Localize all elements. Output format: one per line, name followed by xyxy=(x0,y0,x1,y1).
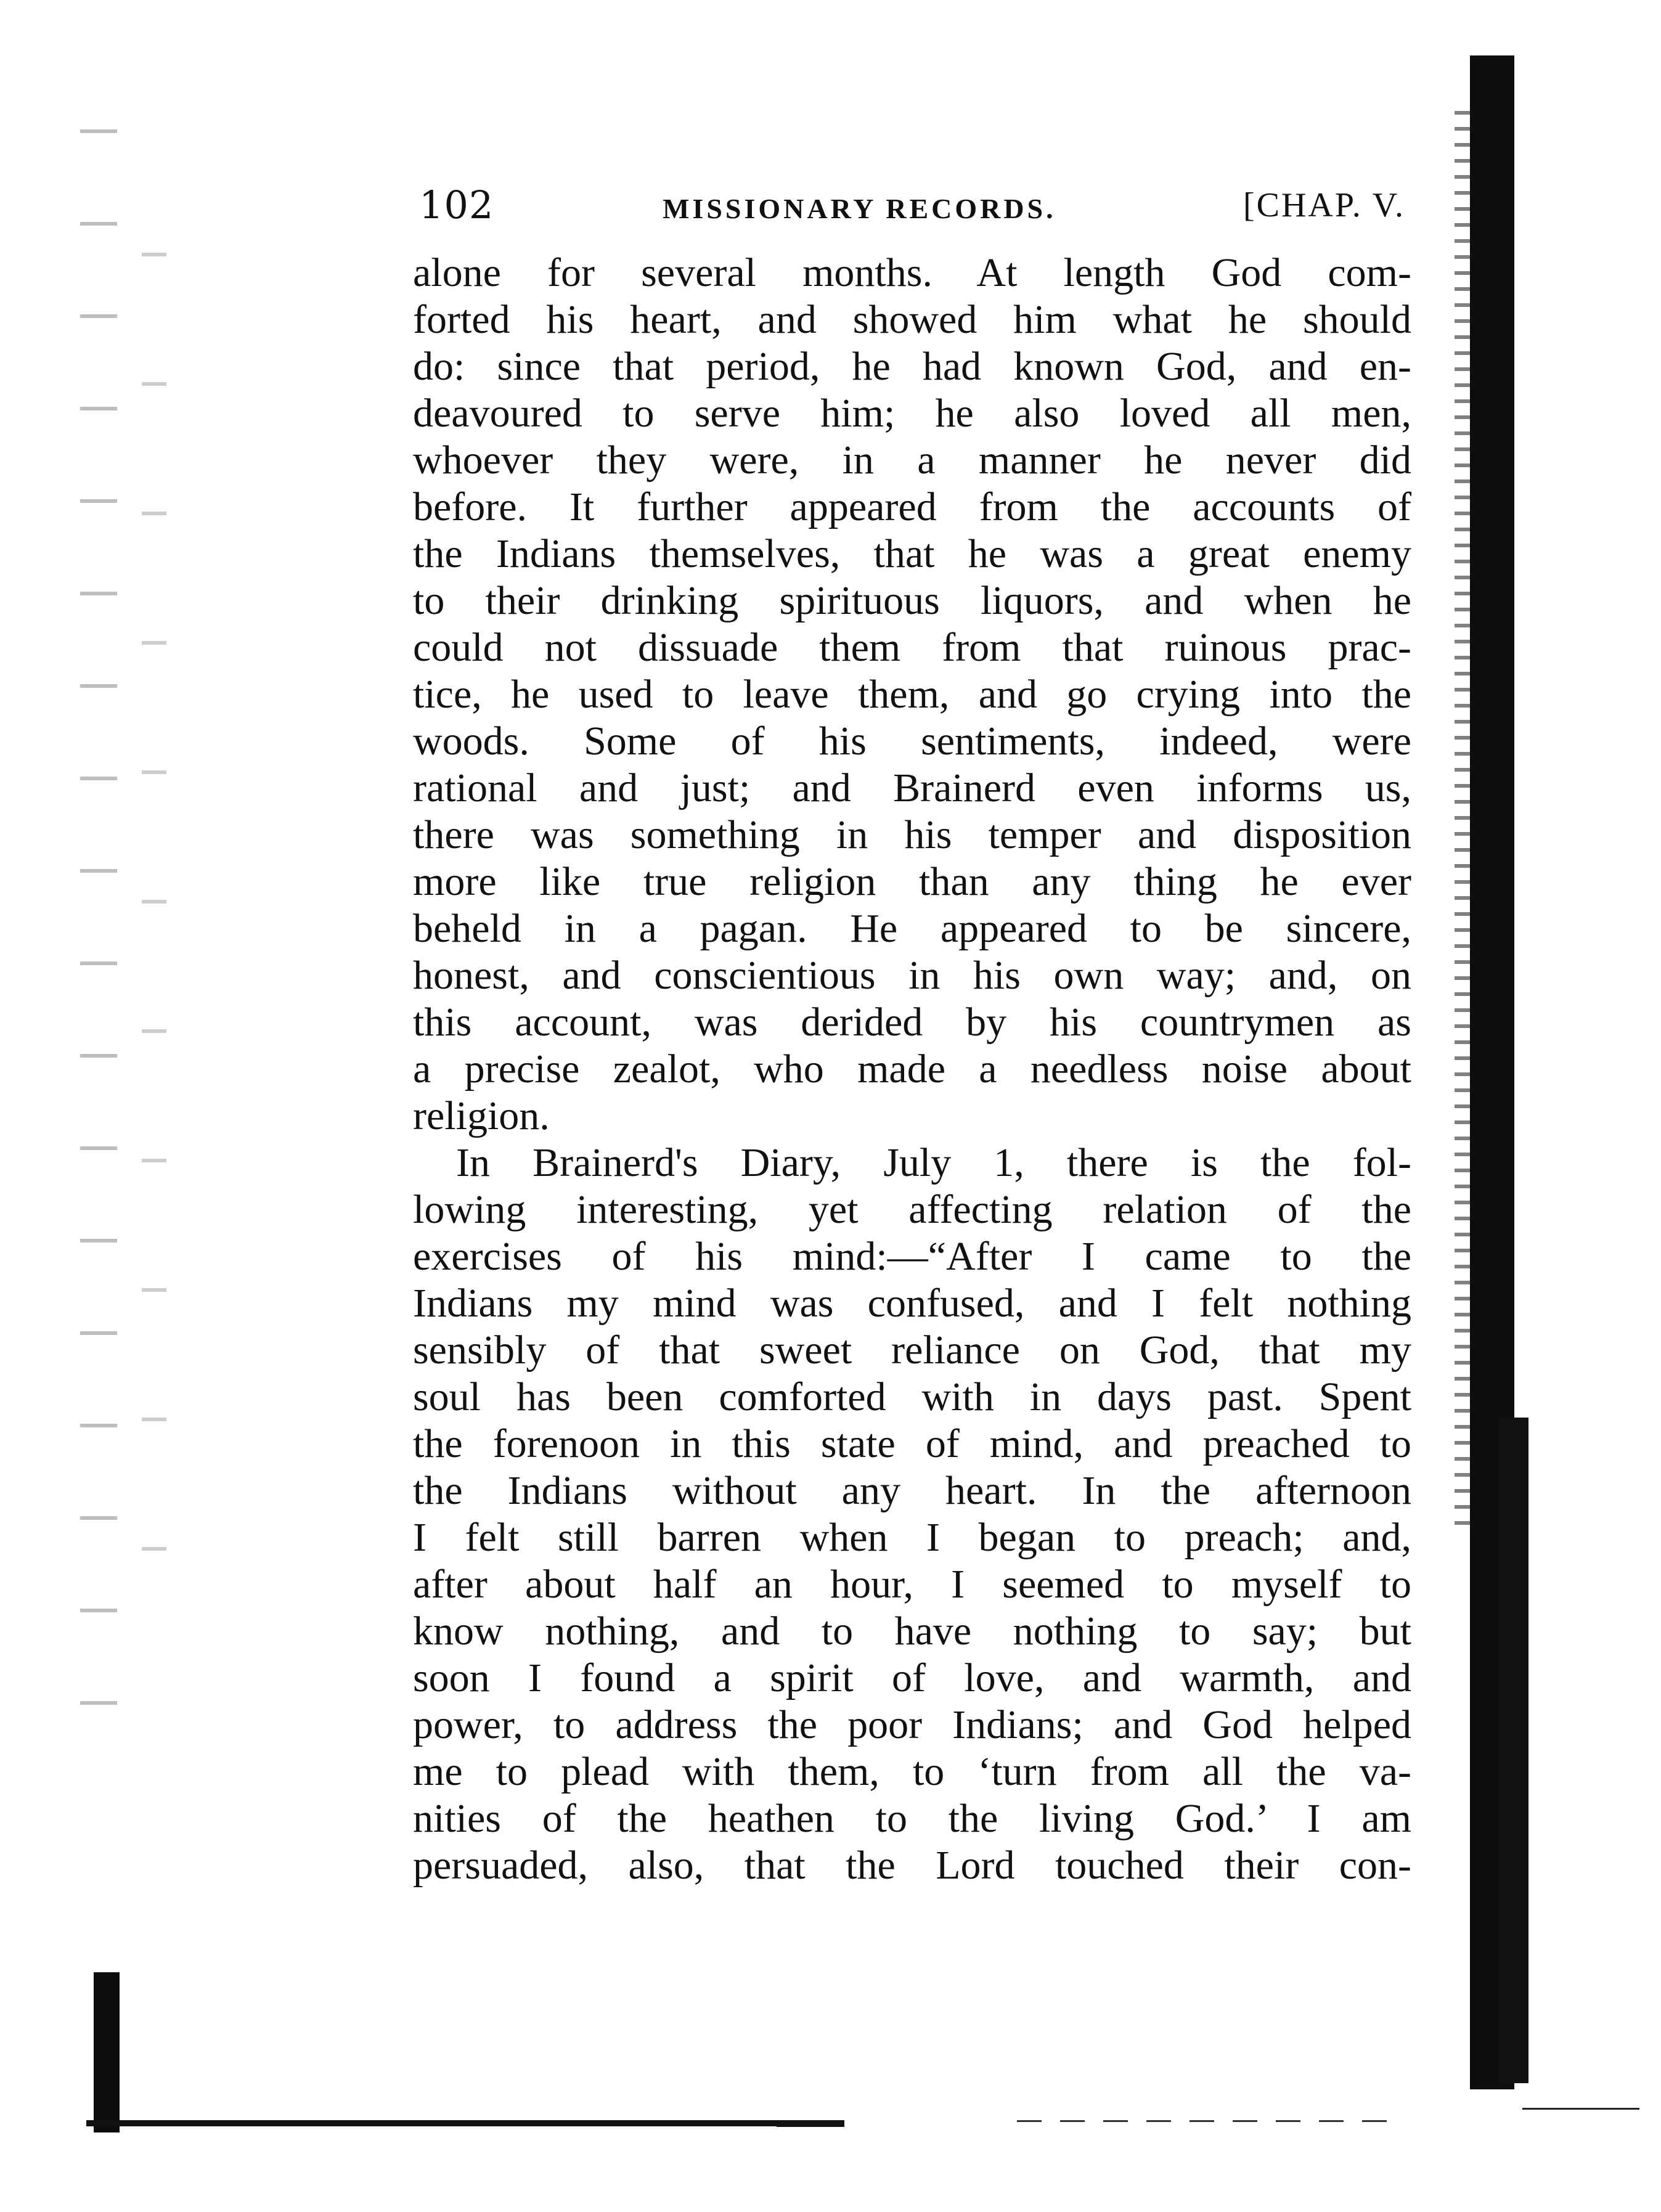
text-line: sensibly of that sweet reliance on God, that my xyxy=(413,1328,1411,1373)
left-margin-specks xyxy=(80,86,117,1750)
text-line: I felt still barren when I began to preach; and, xyxy=(413,1515,1411,1560)
text-line: to their drinking spirituous liquors, and when he xyxy=(413,578,1411,623)
text-line: there was something in his temper and disposition xyxy=(413,812,1411,857)
text-line: rational and just; and Brainerd even informs us, xyxy=(413,765,1411,810)
left-margin-specks-inner xyxy=(142,185,166,1664)
text-line: tice, he used to leave them, and go crying into the xyxy=(413,672,1411,717)
text-line: the Indians without any heart. In the afternoon xyxy=(413,1468,1411,1513)
text-line: more like true religion than any thing he ever xyxy=(413,859,1411,904)
text-line: alone for several months. At length God com- xyxy=(413,250,1411,295)
bottom-scan-dash-right xyxy=(1522,2108,1639,2110)
running-head xyxy=(419,178,1405,233)
chapter-label: [CHAP. V. xyxy=(1243,186,1405,224)
text-line: lowing interesting, yet affecting relation of the xyxy=(413,1187,1411,1232)
text-line: woods. Some of his sentiments, indeed, were xyxy=(413,719,1411,764)
paragraph-end-line: religion. xyxy=(413,1093,550,1138)
text-line: do: since that period, he had known God, and en- xyxy=(413,344,1411,389)
text-line: a precise zealot, who made a needless noise about xyxy=(413,1047,1411,1092)
text-line: Indians my mind was confused, and I felt nothing xyxy=(413,1281,1411,1326)
bottom-scan-rule xyxy=(86,2120,844,2126)
text-line: persuaded, also, that the Lord touched their con- xyxy=(413,1843,1411,1888)
text-line: nities of the heathen to the living God.’ I am xyxy=(413,1796,1411,1841)
text-line: whoever they were, in a manner he never did xyxy=(413,438,1411,483)
right-binding-shadow-lower xyxy=(1499,1418,1528,2083)
left-binding-mark xyxy=(94,1972,120,2132)
text-line: forted his heart, and showed him what he should xyxy=(413,297,1411,342)
page-number: 102 xyxy=(419,182,494,227)
text-line: before. It further appeared from the accounts of xyxy=(413,484,1411,529)
text-line: power, to address the poor Indians; and God helped xyxy=(413,1702,1411,1747)
paragraph-start-line: In Brainerd's Diary, July 1, there is the fol- xyxy=(456,1140,1411,1185)
text-line: honest, and conscientious in his own way; and, on xyxy=(413,953,1411,998)
body-text xyxy=(413,250,1411,1889)
text-line: after about half an hour, I seemed to myself to xyxy=(413,1562,1411,1607)
text-line: exercises of his mind:—“After I came to the xyxy=(413,1234,1411,1279)
bottom-scan-rule-segment xyxy=(777,2122,844,2127)
text-line: this account, was derided by his countrymen as xyxy=(413,1000,1411,1045)
running-title: MISSIONARY RECORDS. xyxy=(663,193,1056,224)
text-line: soul has been comforted with in days past. Spent xyxy=(413,1374,1411,1419)
text-line: soon I found a spirit of love, and warmth, and xyxy=(413,1655,1411,1700)
text-line: beheld in a pagan. He appeared to be sincere, xyxy=(413,906,1411,951)
text-line: deavoured to serve him; he also loved all men, xyxy=(413,391,1411,436)
bottom-scan-dashes xyxy=(1017,2120,1387,2122)
text-line: me to plead with them, to ‘turn from all the va- xyxy=(413,1749,1411,1794)
text-line: the forenoon in this state of mind, and preached to xyxy=(413,1421,1411,1466)
text-line: could not dissuade them from that ruinous prac- xyxy=(413,625,1411,670)
text-line: know nothing, and to have nothing to say; but xyxy=(413,1609,1411,1654)
text-line: the Indians themselves, that he was a great enemy xyxy=(413,531,1411,576)
